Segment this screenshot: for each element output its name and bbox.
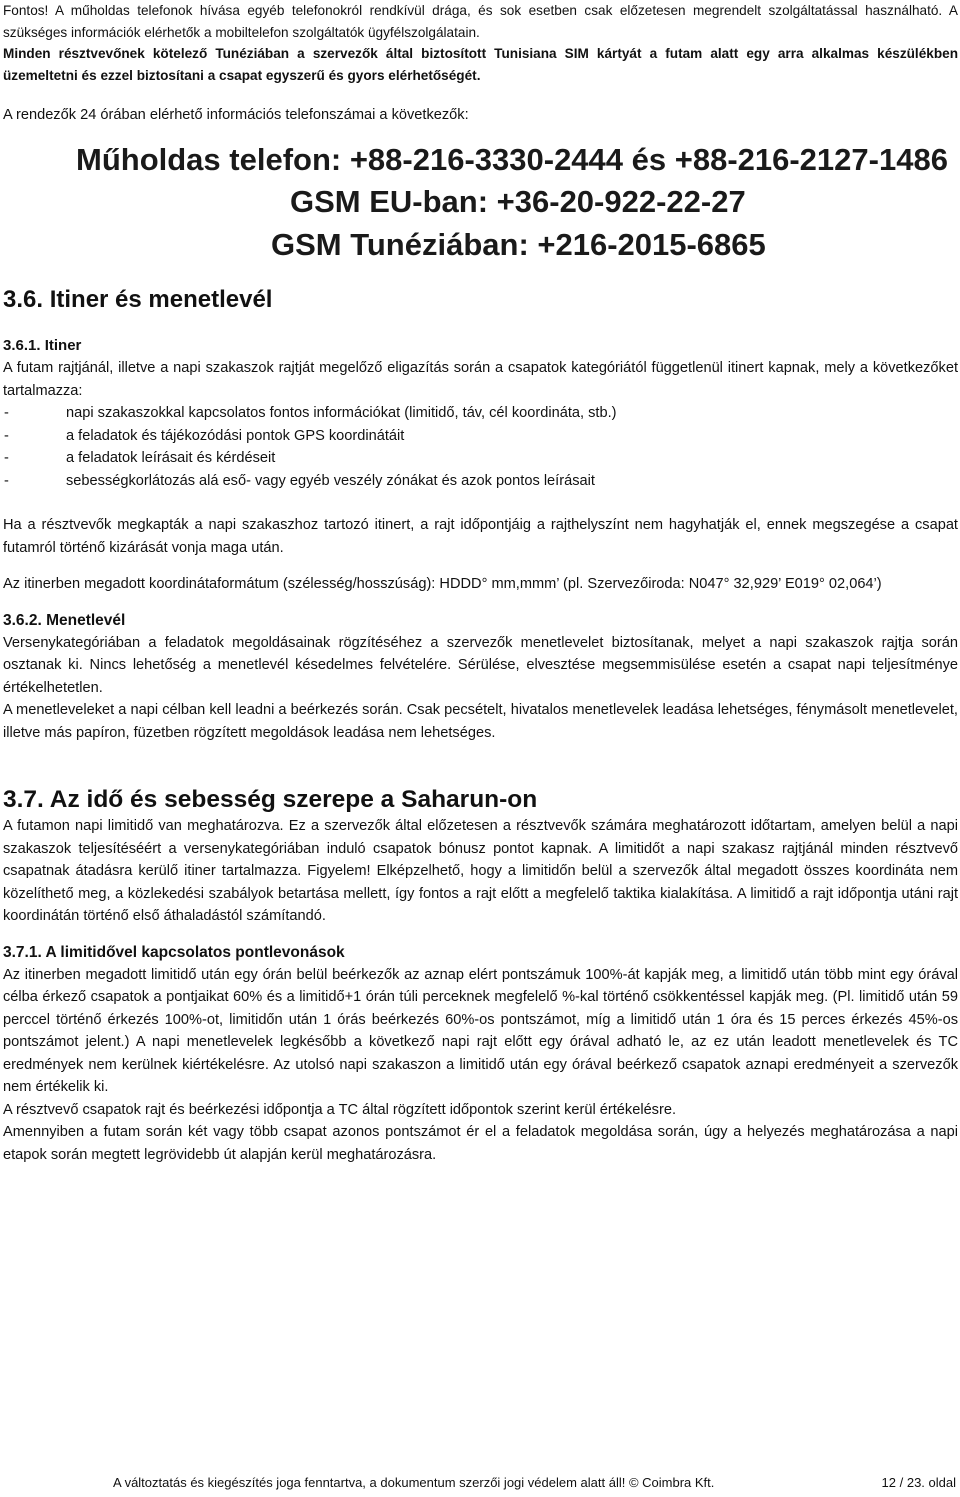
page-number: 12 / 23. oldal xyxy=(881,1475,956,1490)
section-3-6-1-heading: 3.6.1. Itiner xyxy=(3,337,82,354)
spacer xyxy=(3,928,958,942)
section-3-6-heading: 3.6. Itiner és menetlevél xyxy=(3,286,273,313)
tie-break-paragraph: Amennyiben a futam során két vagy több csapat azonos pontszámot ér el a feladatok megoldása során, úgy a helyezés meghatározása a napi etapok során megtett legrövidebb út alapján kerül meghatározásra. xyxy=(3,1124,958,1163)
list-item: - a feladatok és tájékozódási pontok GPS koordinátáit xyxy=(4,427,405,444)
list-item: - a feladatok leírásait és kérdéseit xyxy=(4,450,276,466)
satellite-phone: Műholdas telefon: +88-216-3330-2444 és +88-216-2127-1486 xyxy=(76,141,948,177)
phones-intro: A rendezők 24 órában elérhető információs telefonszámai a következők: xyxy=(3,107,469,123)
gsm-tunisia-phone: GSM Tunéziában: +216-2015-6865 xyxy=(271,226,766,262)
spacer xyxy=(3,492,958,514)
penalty-paragraph: Az itinerben megadott limitidő után egy órán belül beérkezők az aznap elért pontszámuk 100%-át kapják meg, a limitidő után több mint egy órával célba érkező csapatok a pontjaikat 60% és a limitidő+1 órán túli perceknek megfelelő %-kal történő csökkentéssel kapják meg. (Pl. limitidő után 59 perccel történő érkezés 100%-ot, limitidőn után 1 órás beérkezés 60%-os pontszámot, míg a limitidő után 1 óra és 15 perces érkezés 45%-os pontszámot jelent.) A napi menetlevelek legkésőbb a következő napi rajt előtt egy órával adható le, az ez után leadott menetlevelek és TC eredmények nem kerülnek kiértékelésre. Az utolsó napi szakaszon a limitidő után egy órával beérkező csapatok aznapi eredményeit a szervezők nem értékelik ki. xyxy=(3,966,958,1095)
section-3-7-1-heading: 3.7.1. A limitidővel kapcsolatos pontlevonások xyxy=(3,943,345,961)
itiner-list xyxy=(3,402,958,492)
list-item: - sebességkorlátozás alá eső- vagy egyéb veszély zónákat és azok pontos leírásait xyxy=(4,472,595,489)
itiner-paragraph: A futam rajtjánál, illetve a napi szakaszok rajtját megelőző eligazítás során a csapatok kategóriától függetlenül itinert kapnak, mely a következőket tartalmazza: xyxy=(3,360,958,399)
section-3-7-heading: 3.7. Az idő és sebesség szerepe a Saharun-on xyxy=(3,786,538,813)
document-page xyxy=(3,0,958,1166)
menetlevel-paragraph-1: Versenykategóriában a feladatok megoldásainak rögzítéséhez a szervezők menetlevelet biztosítanak, melyet a napi szakaszok rajtja során osztanak ki. Nincs lehetőség a menetlevél késedelmes felvételére. Sérülése, elvesztése megsemmisülése esetén a csapat napi teljesítménye értékelhetetlen. xyxy=(3,634,958,696)
intro-paragraph: Fontos! A műholdas telefonok hívása egyéb telefonokról rendkívül drága, és sok esetben csak előzetesen megrendelt szolgáltatással használható. A szükséges információk elérhetők a mobiltelefon szolgáltatók ügyfélszolgálatain. xyxy=(3,3,958,40)
sim-notice: Minden résztvevőnek kötelező Tunéziában a szervezők által biztosított Tunisiana SIM kártyát a futam alatt egy arra alkalmas készülékben üzemeltetni és ezzel biztosítani a csapat egyszerű és gyors elérhetőségét. xyxy=(3,46,958,83)
itiner-rule-paragraph: Ha a résztvevők megkapták a napi szakaszhoz tartozó itinert, a rajt időpontjáig a rajthelyszínt nem hagyhatják el, ennek megszegése a csapat futamról történő kizárását vonja maga után. xyxy=(3,517,958,556)
spacer xyxy=(3,86,958,104)
copyright-notice: A változtatás és kiegészítés joga fenntartva, a dokumentum szerzői jogi védelem alatt áll! © Coimbra Kft. xyxy=(113,1475,715,1490)
limit-time-paragraph: A futamon napi limitidő van meghatározva. Ez a szervezők által előzetesen a résztvevők számára meghatározott időtartam, amelyen belül a napi szakaszok teljesítéséért a versenykategóriában induló csapatok bónusz pontot kapnak. A limitidőt a napi szakasz rajtjánál minden résztvevő csapatnak átadásra kerülő itiner tartalmazza. Figyelem! Elképzelhető, hogy a limitidőn belül a szervezők által megadott összes koordináta nem közelíthető meg, a közlekedési szabályok betartása mellett, így fontos a rajt előtt a megfelelő taktika kialakítása. A limitidő a rajt időpontja utáni rajt koordinátán történő első áthaladástól számítandó. xyxy=(3,818,958,924)
gsm-eu-phone: GSM EU-ban: +36-20-922-22-27 xyxy=(290,184,746,219)
tc-paragraph: A résztvevő csapatok rajt és beérkezési időpontja a TC által rögzített időpontok szerint kerül értékelésre. xyxy=(3,1101,677,1118)
coordinate-format-paragraph: Az itinerben megadott koordinátaformátum (szélesség/hosszúság): HDDD° mm,mmm’ (pl. Szervezőiroda: N047° 32,929’ E019° 02,064’) xyxy=(3,576,882,592)
menetlevel-paragraph-2: A menetleveleket a napi célban kell leadni a beérkezés során. Csak pecsételt, hivatalos menetlevelek leadása lehetséges, fénymásolt menetlevelet, illetve más papíron, füzetben rögzített megoldások leadása nem lehetséges. xyxy=(3,702,958,741)
spacer xyxy=(3,596,958,610)
spacer xyxy=(3,559,958,573)
list-item: - napi szakaszokkal kapcsolatos fontos információkat (limitidő, táv, cél koordináta, stb.) xyxy=(4,405,617,421)
section-3-6-2-heading: 3.6.2. Menetlevél xyxy=(3,611,126,629)
phone-numbers xyxy=(3,139,958,267)
